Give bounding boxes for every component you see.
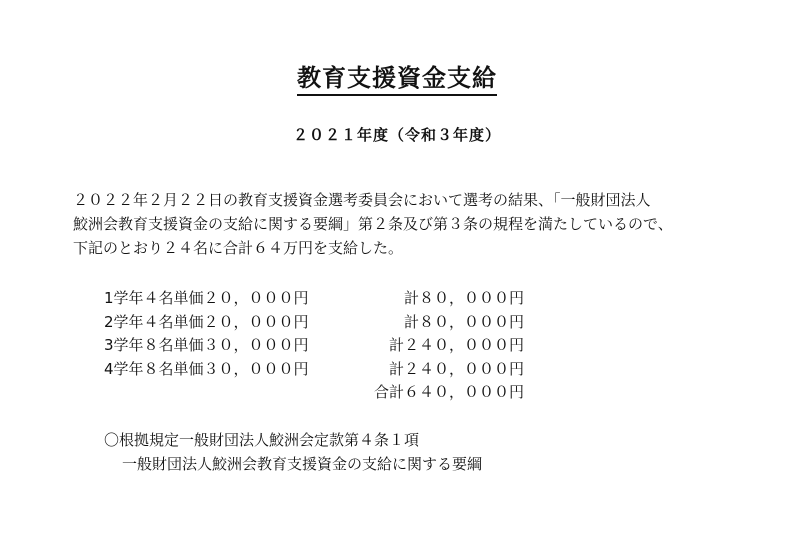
paragraph-line: 鮫洲会教育支援資金の支給に関する要綱」第２条及び第３条の規程を満たしているので、	[73, 215, 673, 233]
document-title	[0, 58, 794, 93]
note-line: 〇根拠規定一般財団法人鮫洲会定款第４条１項	[104, 431, 420, 449]
grade-unit-price: 3学年８名単価３０，０００円	[104, 336, 309, 354]
paragraph-line: 下記のとおり２４名に合計６４万円を支給した。	[73, 239, 404, 257]
fiscal-year-subtitle: ２０２１年度（令和３年度）	[292, 126, 501, 144]
payment-row	[104, 287, 524, 311]
grade-unit-price: 4学年８名単価３０，０００円	[104, 359, 309, 378]
total-row	[104, 381, 524, 405]
grade-subtotal: 計２４０，０００円	[388, 359, 524, 378]
grade-unit-price: 1学年４名単価２０，０００円	[104, 289, 309, 307]
grade-unit-price: 2学年４名単価２０，０００円	[104, 312, 309, 331]
grade-subtotal: 計８０，０００円	[403, 312, 524, 331]
payment-row	[104, 334, 524, 358]
grade-subtotal: 計８０，０００円	[403, 289, 524, 307]
payment-row	[104, 311, 524, 335]
note-line: 一般財団法人鮫洲会教育支援資金の支給に関する要綱	[122, 455, 483, 473]
payment-row	[104, 358, 524, 382]
grade-subtotal: 計２４０，０００円	[388, 336, 524, 354]
grand-total: 合計６４０，０００円	[373, 383, 524, 401]
payment-breakdown	[104, 287, 524, 405]
document-title-text: 教育支援資金支給	[297, 64, 497, 96]
basis-notes	[104, 428, 482, 476]
paragraph-line: ２０２２年２月２２日の教育支援資金選考委員会において選考の結果、「一般財団法人	[73, 191, 651, 209]
body-paragraph	[73, 188, 733, 260]
